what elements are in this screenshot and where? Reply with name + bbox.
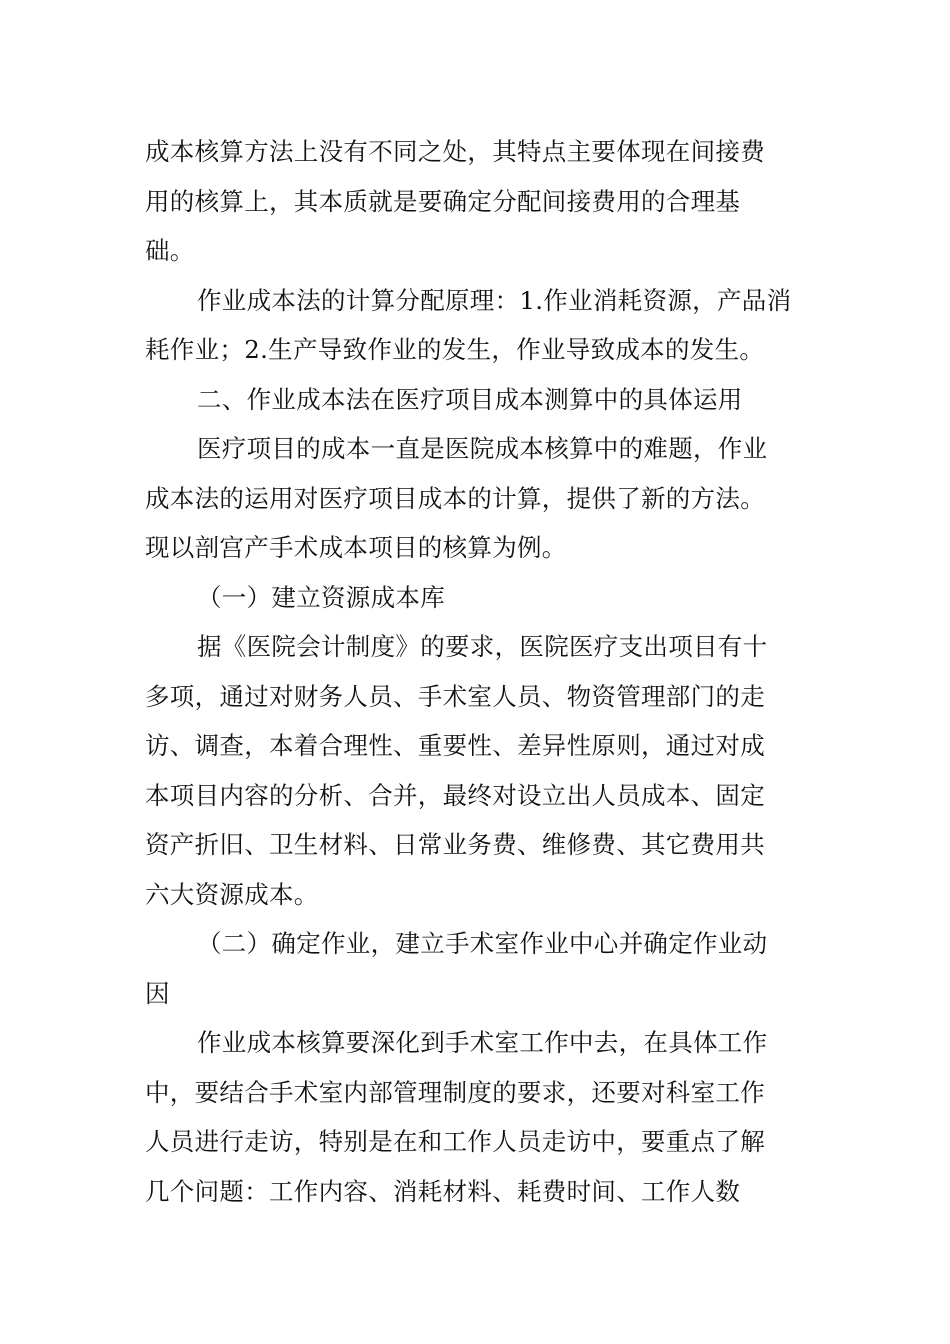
text-line: 耗作业；2.生产导致作业的发生，作业导致成本的发生。 <box>145 335 765 364</box>
text-line: 医疗项目的成本一直是医院成本核算中的难题，作业 <box>197 434 768 463</box>
text-line: 访、调查，本着合理性、重要性、差异性原则，通过对成 <box>145 731 765 760</box>
subsection-heading-2 <box>145 919 805 1018</box>
text-line: （一）建立资源成本库 <box>197 582 445 612</box>
paragraph-5 <box>145 1018 805 1216</box>
text-line: 六大资源成本。 <box>145 879 319 909</box>
text-line: 人员进行走访，特别是在和工作人员走访中，要重点了解 <box>145 1127 765 1156</box>
text-line: 作业成本核算要深化到手术室工作中去，在具体工作 <box>197 1028 768 1057</box>
text-line: 资产折旧、卫生材料、日常业务费、维修费、其它费用共 <box>145 830 765 859</box>
text-line: （二）确定作业，建立手术室作业中心并确定作业动 <box>197 929 768 958</box>
text-line: 本项目内容的分析、合并，最终对设立出人员成本、固定 <box>145 780 765 810</box>
text-line: 二、作业成本法在医疗项目成本测算中的具体运用 <box>197 384 743 414</box>
text-line: 多项，通过对财务人员、手术室人员、物资管理部门的走 <box>145 681 765 711</box>
text-line: 因 <box>145 978 170 1008</box>
text-line: 用的核算上，其本质就是要确定分配间接费用的合理基 <box>145 186 741 216</box>
subsection-heading-1 <box>145 573 805 623</box>
paragraph-1 <box>145 127 805 276</box>
paragraph-3 <box>145 424 805 573</box>
text-line: 现以剖宫产手术成本项目的核算为例。 <box>145 533 567 562</box>
text-line: 成本核算方法上没有不同之处，其特点主要体现在间接费 <box>145 137 765 166</box>
text-line: 作业成本法的计算分配原理：1.作业消耗资源，产品消 <box>197 285 792 315</box>
text-line: 础。 <box>145 236 195 265</box>
text-line: 据《医院会计制度》的要求，医院医疗支出项目有十 <box>197 632 768 661</box>
section-heading-2 <box>145 375 805 425</box>
text-line: 成本法的运用对医疗项目成本的计算，提供了新的方法。 <box>145 483 765 513</box>
text-line: 几个问题：工作内容、消耗材料、耗费时间、工作人数 <box>145 1176 741 1206</box>
paragraph-4 <box>145 622 805 919</box>
document-page <box>145 127 805 1216</box>
text-line: 中，要结合手术室内部管理制度的要求，还要对科室工作 <box>145 1077 765 1107</box>
paragraph-2 <box>145 276 805 375</box>
